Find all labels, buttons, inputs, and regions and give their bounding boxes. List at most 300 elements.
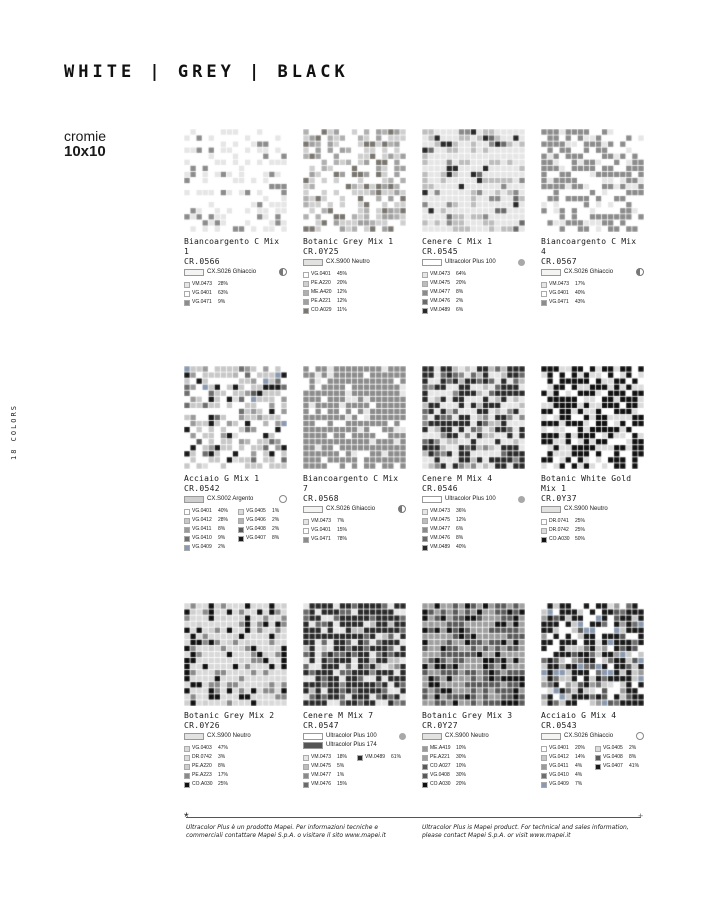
grout-label: CX.S026 Ghiaccio	[564, 269, 614, 275]
component-swatch	[357, 755, 363, 761]
grout-row	[184, 495, 288, 503]
grout-swatch	[303, 259, 323, 266]
section-label	[64, 128, 106, 160]
component-swatch	[541, 300, 547, 306]
grout-label: CX.S900 Neutro	[445, 733, 489, 739]
mosaic-swatch	[184, 366, 287, 469]
component-row	[541, 281, 585, 288]
component-percent: 8%	[272, 535, 280, 541]
components-list	[184, 508, 288, 551]
component-swatch	[541, 537, 547, 543]
component-swatch	[184, 282, 190, 288]
component-code: VG.0401	[311, 527, 331, 533]
grout-ring-icon	[636, 732, 644, 740]
component-swatch	[303, 308, 309, 314]
component-percent: 3%	[218, 754, 226, 760]
product-code: CR.0567	[541, 257, 577, 266]
component-code: VG.0401	[192, 508, 212, 514]
component-code: VG.0471	[192, 299, 212, 305]
component-row	[184, 517, 228, 524]
component-swatch	[303, 764, 309, 770]
product-card[interactable]	[422, 603, 526, 788]
product-code: CR.0566	[184, 257, 220, 266]
component-row	[422, 745, 466, 752]
component-code: VM.0489	[430, 307, 451, 313]
component-percent: 6%	[456, 526, 464, 532]
component-code: VG.0401	[549, 290, 569, 296]
components-list	[541, 281, 645, 306]
component-code: VG.0411	[192, 526, 212, 532]
grout-row	[541, 268, 645, 276]
component-row	[541, 527, 585, 534]
component-row	[422, 754, 466, 761]
component-code: VM.0473	[549, 281, 570, 287]
component-row	[422, 544, 466, 551]
component-code: PE.A220	[192, 763, 212, 769]
component-percent: 20%	[456, 781, 467, 787]
grout-label: Ultracolor Plus 100	[445, 259, 496, 265]
product-name: Botanic Grey Mix 2	[184, 711, 275, 720]
grout-dot-icon	[399, 733, 406, 740]
component-code: DR.0742	[192, 754, 212, 760]
product-card[interactable]	[184, 129, 288, 306]
component-code: VG.0401	[549, 745, 569, 751]
component-swatch	[184, 509, 190, 515]
product-name: Botanic Grey Mix 1	[303, 237, 394, 246]
component-code: DR.0742	[549, 527, 569, 533]
component-code: VM.0473	[311, 518, 332, 524]
component-row	[184, 544, 228, 551]
component-row	[541, 299, 585, 306]
footer-divider	[186, 817, 641, 818]
component-swatch	[422, 299, 428, 305]
product-card[interactable]	[422, 129, 526, 314]
mosaic-swatch	[184, 603, 287, 706]
component-swatch	[184, 755, 190, 761]
component-code: PE.A220	[311, 280, 331, 286]
product-code: CR.0568	[303, 494, 339, 503]
grout-swatch	[422, 496, 442, 503]
product-code: CR.0543	[541, 721, 577, 730]
component-code: VM.0477	[430, 289, 451, 295]
grout-label: CX.S026 Ghiaccio	[207, 269, 257, 275]
component-percent: 17%	[575, 281, 586, 287]
component-percent: 7%	[337, 518, 345, 524]
components-column	[422, 745, 466, 788]
grout-row	[303, 258, 407, 266]
component-swatch	[422, 272, 428, 278]
component-swatch	[422, 746, 428, 752]
component-row	[422, 517, 466, 524]
component-swatch	[303, 528, 309, 534]
component-row	[541, 518, 585, 525]
component-row	[184, 535, 228, 542]
component-swatch	[184, 536, 190, 542]
component-row	[595, 763, 639, 770]
component-code: VM.0475	[430, 280, 451, 286]
component-row	[541, 290, 585, 297]
component-code: ME.A419	[430, 745, 451, 751]
component-code: PE.A221	[311, 298, 331, 304]
component-row	[595, 745, 639, 752]
grout-swatch	[541, 733, 561, 740]
grout-row	[303, 732, 407, 740]
component-code: VG.0411	[549, 763, 569, 769]
component-swatch	[184, 527, 190, 533]
components-column	[541, 745, 585, 788]
component-swatch	[184, 773, 190, 779]
product-code: CR.0547	[303, 721, 339, 730]
product-name: Biancoargento C Mix 4	[541, 237, 637, 256]
mosaic-swatch	[303, 366, 406, 469]
component-code: DR.0741	[549, 518, 569, 524]
component-swatch	[422, 308, 428, 314]
component-swatch	[303, 755, 309, 761]
grout-label: CX.S026 Ghiaccio	[564, 733, 614, 739]
plus-icon: +	[638, 811, 644, 821]
component-code: VG.0405	[603, 745, 623, 751]
component-percent: 30%	[456, 772, 467, 778]
component-code: VG.0410	[192, 535, 212, 541]
component-swatch	[184, 782, 190, 788]
component-swatch	[541, 764, 547, 770]
component-percent: 50%	[575, 536, 586, 542]
component-row	[303, 772, 347, 779]
component-percent: 11%	[337, 307, 347, 313]
component-percent: 43%	[575, 299, 586, 305]
component-code: VM.0473	[311, 754, 332, 760]
product-card[interactable]	[303, 603, 407, 788]
grout-swatch	[541, 269, 561, 276]
component-percent: 12%	[337, 289, 348, 295]
component-code: VM.0477	[430, 526, 451, 532]
component-row	[238, 508, 279, 515]
component-row	[595, 754, 639, 761]
component-code: CO.A030	[192, 781, 213, 787]
component-swatch	[422, 281, 428, 287]
component-row	[238, 526, 279, 533]
component-code: PE.A221	[430, 754, 450, 760]
component-swatch	[541, 291, 547, 297]
grout-half-icon	[279, 268, 287, 276]
product-name: Acciaio G Mix 1	[184, 474, 260, 483]
component-code: PE.A223	[192, 772, 212, 778]
product-name: Botanic Grey Mix 3	[422, 711, 513, 720]
components-list	[422, 745, 526, 788]
component-code: VM.0489	[430, 544, 451, 550]
component-swatch	[184, 545, 190, 551]
product-code: CR.0546	[422, 484, 458, 493]
component-percent: 8%	[218, 526, 226, 532]
component-row	[422, 781, 466, 788]
component-swatch	[303, 519, 309, 525]
component-percent: 1%	[337, 772, 345, 778]
product-card[interactable]	[541, 603, 645, 788]
component-row	[303, 307, 347, 314]
components-list	[541, 745, 645, 788]
grout-row	[422, 495, 526, 503]
component-percent: 2%	[629, 745, 637, 751]
component-row	[541, 763, 585, 770]
grout-row	[541, 732, 645, 740]
component-swatch	[184, 300, 190, 306]
component-row	[422, 763, 466, 770]
product-card[interactable]	[303, 129, 407, 314]
mosaic-swatch	[303, 129, 406, 232]
component-row	[303, 298, 347, 305]
product-card[interactable]	[184, 603, 288, 788]
mosaic-swatch	[541, 603, 644, 706]
component-row	[184, 526, 228, 533]
component-row	[184, 745, 228, 752]
component-row	[422, 298, 466, 305]
component-swatch	[595, 755, 601, 761]
component-code: VG.0408	[430, 772, 450, 778]
component-percent: 20%	[575, 745, 586, 751]
component-swatch	[541, 746, 547, 752]
grout-swatch	[184, 496, 204, 503]
component-percent: 10%	[456, 763, 467, 769]
component-code: VG.0471	[549, 299, 569, 305]
product-card[interactable]	[541, 366, 645, 543]
component-percent: 64%	[456, 271, 467, 277]
component-code: VG.0471	[311, 536, 331, 542]
components-list	[303, 754, 407, 788]
product-code: CR.0Y26	[184, 721, 220, 730]
components-list	[422, 271, 526, 314]
component-row	[184, 290, 228, 297]
component-code: VM.0476	[430, 535, 451, 541]
component-code: ME.A420	[311, 289, 332, 295]
product-name: Cenere C Mix 1	[422, 237, 493, 246]
component-swatch	[303, 290, 309, 296]
component-swatch	[422, 782, 428, 788]
mosaic-swatch	[184, 129, 287, 232]
section-line-2: 10x10	[64, 143, 106, 160]
component-swatch	[184, 764, 190, 770]
component-percent: 8%	[456, 289, 464, 295]
component-percent: 8%	[218, 763, 226, 769]
component-swatch	[303, 272, 309, 278]
component-swatch	[238, 536, 244, 542]
component-row	[303, 271, 347, 278]
grout-row	[541, 505, 645, 513]
component-percent: 28%	[218, 517, 229, 523]
component-swatch	[422, 518, 428, 524]
footer-note-italian: Ultracolor Plus è un prodotto Mapei. Per informazioni tecniche e commerciali contattare Mapei S.p.A. o visitare il sito www.mapei.it	[186, 824, 386, 839]
component-swatch	[541, 773, 547, 779]
component-swatch	[422, 764, 428, 770]
component-row	[422, 307, 466, 314]
asterisk-icon: *	[184, 810, 189, 824]
grout-swatch	[422, 733, 442, 740]
component-row	[303, 754, 347, 761]
components-column	[303, 271, 347, 314]
grout-row	[422, 258, 526, 266]
component-row	[184, 763, 228, 770]
component-percent: 1%	[272, 508, 280, 514]
component-code: VG.0408	[603, 754, 623, 760]
component-swatch	[184, 291, 190, 297]
component-code: CO.A029	[311, 307, 332, 313]
product-card[interactable]	[541, 129, 645, 306]
product-card[interactable]	[303, 366, 407, 543]
components-column	[303, 754, 347, 788]
product-name: Cenere M Mix 7	[303, 711, 374, 720]
component-code: VG.0410	[549, 772, 569, 778]
component-row	[541, 745, 585, 752]
component-code: VG.0406	[246, 517, 266, 523]
component-code: VG.0405	[246, 508, 266, 514]
grout-row	[184, 268, 288, 276]
component-code: VG.0407	[603, 763, 623, 769]
component-code: CO.A030	[549, 536, 570, 542]
product-code: CR.0545	[422, 247, 458, 256]
components-column	[238, 508, 279, 551]
components-column	[595, 745, 639, 788]
component-percent: 36%	[456, 508, 467, 514]
page-side-label: 18 COLORS	[10, 404, 18, 460]
component-percent: 9%	[218, 299, 226, 305]
grout-label: CX.S900 Neutro	[564, 506, 608, 512]
component-code: VM.0473	[192, 281, 213, 287]
component-row	[541, 781, 585, 788]
product-code: CR.0Y27	[422, 721, 458, 730]
grout-row	[422, 732, 526, 740]
component-code: CO.A027	[430, 763, 451, 769]
component-percent: 45%	[337, 271, 348, 277]
component-row	[422, 772, 466, 779]
component-code: VG.0409	[549, 781, 569, 787]
component-percent: 25%	[218, 781, 229, 787]
component-swatch	[238, 527, 244, 533]
component-swatch	[541, 755, 547, 761]
product-name: Acciaio G Mix 4	[541, 711, 617, 720]
component-code: VM.0476	[311, 781, 332, 787]
component-swatch	[422, 536, 428, 542]
component-row	[238, 535, 279, 542]
product-name: Cenere M Mix 4	[422, 474, 493, 483]
component-code: VG.0403	[192, 745, 212, 751]
components-column	[303, 518, 347, 543]
grout-label: CX.S900 Neutro	[326, 259, 370, 265]
component-swatch	[422, 773, 428, 779]
product-card[interactable]	[184, 366, 288, 551]
component-percent: 28%	[218, 281, 229, 287]
grout-swatch	[184, 269, 204, 276]
component-percent: 10%	[456, 745, 467, 751]
component-code: VG.0407	[246, 535, 266, 541]
component-percent: 25%	[575, 518, 586, 524]
components-list	[184, 281, 288, 306]
grout-swatch	[541, 506, 561, 513]
mosaic-swatch	[303, 603, 406, 706]
grout-swatch	[303, 733, 323, 740]
component-row	[238, 517, 279, 524]
component-row	[422, 535, 466, 542]
page-title: WHITE | GREY | BLACK	[64, 62, 349, 82]
component-swatch	[422, 290, 428, 296]
grout-swatch	[184, 733, 204, 740]
components-column	[541, 281, 585, 306]
component-row	[184, 754, 228, 761]
component-swatch	[422, 509, 428, 515]
component-percent: 6%	[456, 307, 464, 313]
component-percent: 8%	[456, 535, 464, 541]
components-column	[184, 281, 228, 306]
component-percent: 14%	[575, 754, 586, 760]
component-percent: 20%	[337, 280, 348, 286]
grout-half-icon	[398, 505, 406, 513]
component-swatch	[303, 299, 309, 305]
component-code: VG.0401	[192, 290, 212, 296]
component-swatch	[541, 282, 547, 288]
component-row	[541, 536, 585, 543]
component-code: VG.0412	[549, 754, 569, 760]
product-name: Botanic White Gold Mix 1	[541, 474, 632, 493]
component-row	[422, 508, 466, 515]
component-percent: 4%	[575, 763, 583, 769]
mosaic-swatch	[422, 603, 525, 706]
component-percent: 2%	[272, 526, 280, 532]
component-row	[541, 772, 585, 779]
component-row	[541, 754, 585, 761]
component-swatch	[595, 764, 601, 770]
component-percent: 12%	[456, 517, 467, 523]
component-row	[303, 536, 347, 543]
component-row	[303, 763, 347, 770]
component-code: VM.0475	[311, 763, 332, 769]
component-percent: 15%	[337, 527, 348, 533]
product-card[interactable]	[422, 366, 526, 551]
component-row	[422, 526, 466, 533]
components-column	[422, 508, 466, 551]
footer-note-english: Ultracolor Plus is Mapei product. For technical and sales information, please contact Mapei S.p.A. or visit www.mapei.it	[422, 824, 629, 839]
grout-dot-icon	[518, 259, 525, 266]
component-swatch	[184, 518, 190, 524]
component-swatch	[422, 527, 428, 533]
component-percent: 7%	[575, 781, 583, 787]
component-swatch	[422, 755, 428, 761]
component-code: VM.0489	[365, 754, 386, 760]
component-percent: 12%	[337, 298, 348, 304]
component-row	[357, 754, 401, 761]
component-code: VM.0475	[430, 517, 451, 523]
components-column	[184, 508, 228, 551]
component-code: VM.0473	[430, 271, 451, 277]
component-swatch	[303, 782, 309, 788]
component-percent: 78%	[337, 536, 348, 542]
mosaic-swatch	[541, 129, 644, 232]
section-line-1: cromie	[64, 128, 107, 144]
component-row	[422, 289, 466, 296]
component-row	[422, 271, 466, 278]
product-code: CR.0542	[184, 484, 220, 493]
grout-label: CX.S026 Ghiaccio	[326, 506, 376, 512]
component-percent: 4%	[575, 772, 583, 778]
component-swatch	[541, 519, 547, 525]
components-column	[357, 754, 401, 788]
component-percent: 41%	[629, 763, 640, 769]
component-swatch	[303, 773, 309, 779]
component-code: CO.A030	[430, 781, 451, 787]
component-percent: 40%	[456, 544, 467, 550]
product-code: CR.0Y25	[303, 247, 339, 256]
product-name: Biancoargento C Mix 7	[303, 474, 399, 493]
grout-dot-icon	[518, 496, 525, 503]
component-percent: 17%	[218, 772, 229, 778]
component-code: VG.0408	[246, 526, 266, 532]
